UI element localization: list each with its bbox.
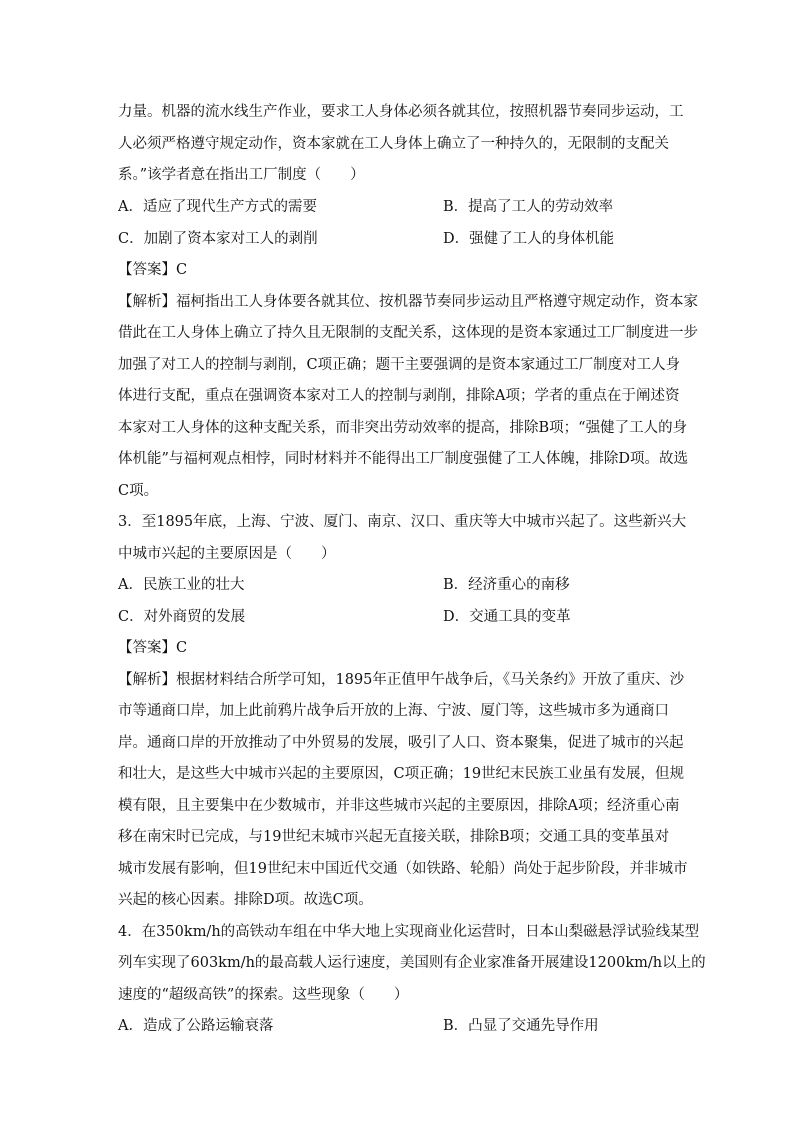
q2-analysis-line: 借此在工人身体上确立了持久且无限制的支配关系，这体现的是资本家通过工厂制度进一步: [118, 325, 698, 341]
q4-stem-line: 4．在350km/h的高铁动车组在中华大地上实现商业化运营时，日本山梨磁悬浮试验线某型: [118, 924, 700, 940]
q2-analysis-line: C项。: [118, 483, 159, 499]
q3-analysis-line: 城市发展有影响，但19世纪末中国近代交通（如铁路、轮船）尚处于起步阶段，并非城市: [118, 861, 688, 877]
q2-option-c: C．加剧了资本家对工人的剥削: [118, 231, 318, 247]
q2-option-d: D．强健了工人的身体机能: [443, 231, 615, 247]
q2-analysis-line: 体机能”与福柯观点相悖，同时材料并不能得出工厂制度强健了工人体魄，排除D项。故选: [118, 451, 689, 467]
q3-analysis-line: 移在南宋时已完成，与19世纪末城市兴起无直接关联，排除B项；交通工具的变革虽对: [118, 829, 670, 845]
q2-analysis-line: 本家对工人身体的这种支配关系，而非突出劳动效率的提高，排除B项；“强健了工人的身: [118, 420, 688, 436]
q2-stem-line: 系。”该学者意在指出工厂制度（ ）: [118, 167, 365, 183]
q3-option-c: C．对外商贸的发展: [118, 609, 246, 625]
q3-option-d: D．交通工具的变革: [443, 609, 571, 625]
q3-analysis-line: 和壮大，是这些大中城市兴起的主要原因，C项正确；19世纪末民族工业虽有发展，但规: [118, 766, 685, 782]
q2-stem-line: 人必须严格遵守规定动作，资本家就在工人身体上确立了一种持久的，无限制的支配关: [118, 136, 669, 152]
q3-answer: 【答案】C: [118, 640, 188, 656]
q2-analysis-line: 体进行支配，重点在强调资本家对工人的控制与剥削，排除A项；学者的重点在于阐述资: [118, 388, 680, 404]
q4-stem-line: 列车实现了603km/h的最高载人运行速度，美国则有企业家准备开展建设1200km/h以上的: [118, 955, 706, 971]
q4-stem-line: 速度的“超级高铁”的探索。这些现象（ ）: [118, 987, 409, 1003]
q3-analysis-line: 市等通商口岸，加上此前鸦片战争后开放的上海、宁波、厦门等，这些城市多为通商口: [118, 703, 669, 719]
q3-option-b: B．经济重心的南移: [443, 577, 570, 593]
q2-analysis-line: 加强了对工人的控制与剥削，C项正确；题干主要强调的是资本家通过工厂制度对工人身: [118, 357, 681, 373]
q3-analysis-line: 【解析】根据材料结合所学可知，1895年正值甲午战争后，《马关条约》开放了重庆、沙: [118, 672, 685, 688]
q2-option-a: A．适应了现代生产方式的需要: [118, 199, 317, 215]
q3-analysis-line: 模有限，且主要集中在少数城市，并非这些城市兴起的主要原因，排除A项；经济重心南: [118, 798, 680, 814]
q3-stem-line: 中城市兴起的主要原因是（ ）: [118, 546, 336, 562]
q2-option-b: B．提高了工人的劳动效率: [443, 199, 614, 215]
q3-analysis-line: 岸。通商口岸的开放推动了中外贸易的发展，吸引了人口、资本聚集，促进了城市的兴起: [118, 735, 684, 751]
q2-analysis-line: 【解析】福柯指出工人身体要各就其位、按机器节奏同步运动且严格遵守规定动作，资本家: [118, 294, 698, 310]
q3-stem-line: 3．至1895年底，上海、宁波、厦门、南京、汉口、重庆等大中城市兴起了。这些新兴大: [118, 514, 687, 530]
q4-option-b: B．凸显了交通先导作用: [443, 1018, 599, 1034]
q2-answer: 【答案】C: [118, 262, 188, 278]
q4-option-a: A．造成了公路运输衰落: [118, 1018, 274, 1034]
q2-stem-line: 力量。机器的流水线生产作业，要求工人身体必须各就其位，按照机器节奏同步运动，工: [118, 104, 684, 120]
q3-option-a: A．民族工业的壮大: [118, 577, 245, 593]
q3-analysis-line: 兴起的核心因素。排除D项。故选C项。: [118, 892, 373, 908]
